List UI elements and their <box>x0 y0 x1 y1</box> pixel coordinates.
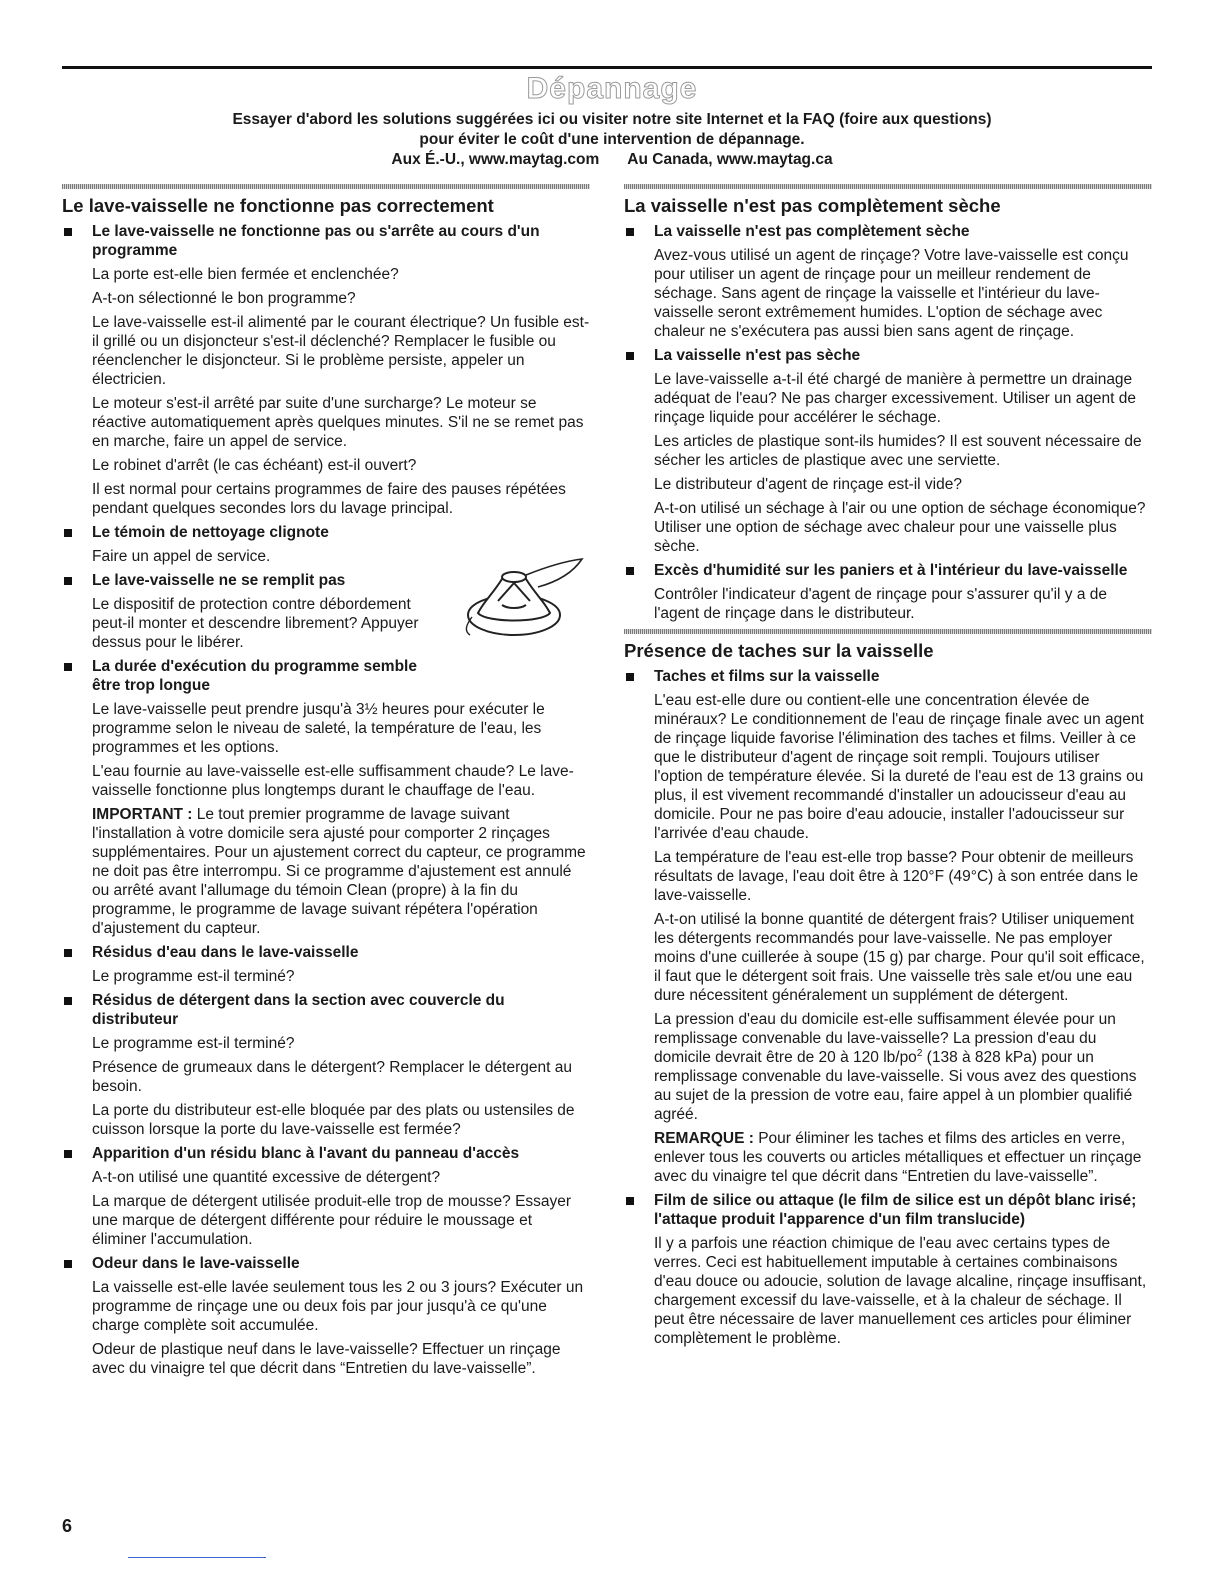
item-title: Le témoin de nettoyage clignote <box>92 524 329 541</box>
item-text: Il est normal pour certains programmes de faire des pauses répétées pendant quelques secondes lors du lavage principal. <box>92 481 566 517</box>
section-rule <box>62 184 590 189</box>
item-not-dry <box>624 346 1152 556</box>
item-not-operating <box>62 222 590 518</box>
top-rule <box>62 66 1152 69</box>
pressure-text-a: La pression d'eau du domicile est-elle suffisamment élevée pour un remplissage convenable du lave-vaisselle? La pression d'eau du domicile devrait être de 20 à 120 lb/po <box>654 1011 1116 1066</box>
item-text: Odeur de plastique neuf dans le lave-vaisselle? Effectuer un rinçage avec du vinaigre tel que décrit dans “Entretien du lave-vaisselle”. <box>92 1341 561 1377</box>
pressure-superscript: 2 <box>916 1047 923 1059</box>
item-text: Le programme est-il terminé? <box>92 968 295 985</box>
item-text: La marque de détergent utilisée produit-elle trop de mousse? Essayer une marque de détergent différente pour réduire le moussage et éliminer l'accumulation. <box>92 1193 572 1248</box>
important-note <box>92 805 590 938</box>
item-text: Le lave-vaisselle est-il alimenté par le courant électrique? Un fusible est-il grillé ou un disjoncteur s'est-il déclenché? Remplacer le fusible ou réenclencher le disjoncteur. Si le problème persiste, appeler un électricien. <box>92 314 590 388</box>
overfill-protector-float-icon <box>456 557 592 643</box>
item-does-not-fill <box>62 571 590 652</box>
item-title: La vaisselle n'est pas sèche <box>654 347 861 364</box>
intro-links <box>0 150 1224 170</box>
item-text: Avez-vous utilisé un agent de rinçage? Votre lave-vaisselle est conçu pour utiliser un agent de rinçage pour un meilleur rendement de séchage. Sans agent de rinçage la vaisselle et l'intérieur du lave-vaisselle seront extrêmement humides. L'option de séchage avec chaleur ne s'exécutera pas aussi bien sans agent de rinçage. <box>654 247 1129 340</box>
important-label: IMPORTANT : <box>92 806 193 823</box>
square-bullet-icon <box>64 577 72 585</box>
remarque-label: REMARQUE : <box>654 1130 754 1147</box>
section-heading-not-working: Le lave-vaisselle ne fonctionne pas correctement <box>62 195 494 216</box>
item-odor <box>62 1254 590 1378</box>
item-title: Taches et films sur la vaisselle <box>654 668 880 685</box>
pressure-text-b: (138 à 828 kPa) pour un remplissage convenable du lave-vaisselle. Si vous avez des questions au sujet de la pression de votre eau, faire appel à un plombier qualifié agréé. <box>654 1049 1137 1123</box>
square-bullet-icon <box>64 1260 72 1268</box>
item-text: Le dispositif de protection contre débordement peut-il monter et descendre librement? Appuyer dessus pour le libérer. <box>92 596 419 651</box>
square-bullet-icon <box>64 663 72 671</box>
section-heading-not-dry: La vaisselle n'est pas complètement sèche <box>624 195 1001 216</box>
item-text: A-t-on utilisé une quantité excessive de détergent? <box>92 1169 441 1186</box>
item-white-residue <box>62 1144 590 1249</box>
square-bullet-icon <box>64 1150 72 1158</box>
intro <box>0 110 1224 170</box>
item-text: Le lave-vaisselle a-t-il été chargé de manière à permettre un drainage adéquat de l'eau? Ne pas charger excessivement. Utiliser un agent de rinçage liquide pour accélérer le séchage. <box>654 371 1137 426</box>
important-text: Le tout premier programme de lavage suivant l'installation à votre domicile sera ajusté pour comporter 2 rinçages supplémentaires. Pour un ajustement correct du capteur, ce programme ne doit pas être interrompu. Si ce programme d'ajustement est annulé ou arrêté avant l'allumage du témoin Clean (propre) à la fin du programme, le programme de lavage suivant répétera l'opération d'ajustement du capteur. <box>92 806 586 937</box>
item-text: La porte est-elle bien fermée et enclenchée? <box>92 266 399 283</box>
remarque-text: Pour éliminer les taches et films des articles en verre, enlever tous les couverts ou articles métalliques et effectuer un rinçage avec du vinaigre tel que décrit dans “Entretien du lave-vaisselle”. <box>654 1130 1142 1185</box>
item-silica-film-etching <box>624 1191 1152 1348</box>
item-text: Le lave-vaisselle peut prendre jusqu'à 3½ heures pour exécuter le programme selon le niveau de saleté, la température de l'eau, les programmes et les options. <box>92 701 545 756</box>
item-text: Il y a parfois une réaction chimique de l'eau avec certains types de verres. Ceci est habituellement imputable à certaines combinaisons d'eau douce ou adoucie, solution de lavage alcaline, rinçage insuffisant, chargement excessif du lave-vaisselle, et à la chaleur de séchage. Il peut être nécessaire de laver manuellement ces articles pour éliminer complètement le problème. <box>654 1235 1147 1347</box>
item-text: La porte du distributeur est-elle bloquée par des plats ou ustensiles de cuisson lorsque la porte du lave-vaisselle est fermée? <box>92 1102 575 1138</box>
item-text: Contrôler l'indicateur d'agent de rinçage pour s'assurer qu'il y a de l'agent de rinçage dans le distributeur. <box>654 586 1107 622</box>
item-title: Film de silice ou attaque (le film de silice est un dépôt blanc irisé; l'attaque produit l'apparence d'un film translucide) <box>654 1192 1137 1228</box>
item-text: La vaisselle est-elle lavée seulement tous les 2 ou 3 jours? Exécuter un programme de rinçage une ou deux fois par jour jusqu'à ce qu'une charge complète soit accumulée. <box>92 1279 584 1334</box>
square-bullet-icon <box>64 228 72 236</box>
item-detergent-residue <box>62 991 590 1139</box>
item-text: Le distributeur d'agent de rinçage est-il vide? <box>654 476 962 493</box>
item-text: Le moteur s'est-il arrêté par suite d'une surcharge? Le moteur se réactive automatiquement après quelques minutes. S'il ne se remet pas en marche, faire un appel de service. <box>92 395 584 450</box>
us-website-link[interactable]: Aux É.-U., www.maytag.com <box>391 151 600 168</box>
page-title: Dépannage <box>526 72 698 105</box>
item-text: La température de l'eau est-elle trop basse? Pour obtenir de meilleurs résultats de lavage, l'eau doit être à 120°F (49°C) à son entrée dans le lave-vaisselle. <box>654 849 1139 904</box>
canada-website-link[interactable]: Au Canada, www.maytag.ca <box>627 151 833 168</box>
item-title: Excès d'humidité sur les paniers et à l'intérieur du lave-vaisselle <box>654 562 1128 579</box>
section-rule <box>624 184 1152 189</box>
section-heading-spots: Présence de taches sur la vaisselle <box>624 640 934 661</box>
square-bullet-icon <box>626 1197 634 1205</box>
item-title: Le lave-vaisselle ne se remplit pas <box>92 572 346 589</box>
item-text: A-t-on sélectionné le bon programme? <box>92 290 356 307</box>
square-bullet-icon <box>64 997 72 1005</box>
item-title: Résidus de détergent dans la section avec couvercle du distributeur <box>92 992 505 1028</box>
item-text: Le robinet d'arrêt (le cas échéant) est-il ouvert? <box>92 457 417 474</box>
right-column <box>624 184 1152 1353</box>
item-water-residue <box>62 943 590 986</box>
item-title: La vaisselle n'est pas complètement sèche <box>654 223 970 240</box>
item-text: A-t-on utilisé la bonne quantité de détergent frais? Utiliser uniquement les détergents recommandés pour lave-vaisselle. Ne pas employer moins d'une cuillerée à soupe (15 g) par charge. Pour qu'il soit efficace, il faut que le détergent soit frais. Une vaisselle très sale et/ou une eau dure nécessitent généralement un supplément de détergent. <box>654 911 1145 1004</box>
intro-line-1: Essayer d'abord les solutions suggérées ici ou visiter notre site Internet et la FAQ (foire aux questions) <box>232 111 992 128</box>
remarque-note <box>654 1129 1152 1186</box>
item-excess-moisture <box>624 561 1152 623</box>
item-not-completely-dry <box>624 222 1152 341</box>
item-text: Le programme est-il terminé? <box>92 1035 295 1052</box>
item-title: Résidus d'eau dans le lave-vaisselle <box>92 944 359 961</box>
item-text: A-t-on utilisé un séchage à l'air ou une option de séchage économique? Utiliser une option de séchage avec chaleur pour une vaisselle plus sèche. <box>654 500 1146 555</box>
item-cycle-too-long <box>62 657 590 938</box>
page-number: 6 <box>62 1516 73 1536</box>
item-title: Apparition d'un résidu blanc à l'avant du panneau d'accès <box>92 1145 520 1162</box>
square-bullet-icon <box>626 673 634 681</box>
item-text: L'eau fournie au lave-vaisselle est-elle suffisamment chaude? Le lave-vaisselle fonctionne plus longtemps durant le chauffage de l'eau. <box>92 763 574 799</box>
intro-line-2: pour éviter le coût d'une intervention de dépannage. <box>419 131 805 148</box>
square-bullet-icon <box>64 949 72 957</box>
item-spots-films <box>624 667 1152 1186</box>
item-text: Les articles de plastique sont-ils humides? Il est souvent nécessaire de sécher les articles de plastique avec une serviette. <box>654 433 1142 469</box>
water-pressure-text <box>654 1010 1152 1124</box>
square-bullet-icon <box>626 352 634 360</box>
square-bullet-icon <box>626 567 634 575</box>
square-bullet-icon <box>626 228 634 236</box>
item-text: L'eau est-elle dure ou contient-elle une concentration élevée de minéraux? Le conditionnement de l'eau de rinçage finale avec un agent de rinçage liquide favorise l'élimination des taches et films. Veiller à ce que le distributeur d'agent de rinçage soit rempli. Toujours utiliser l'option de température élevée. Si la dureté de l'eau est de 13 grains ou plus, il est vivement recommandé d'installer un adoucisseur d'eau au domicile. Pour ne pas boire d'eau adoucie, installer l'adoucisseur sur l'arrivée d'eau chaude. <box>654 692 1144 842</box>
item-text: Présence de grumeaux dans le détergent? Remplacer le détergent au besoin. <box>92 1059 572 1095</box>
footer-link-underline <box>128 1557 266 1558</box>
left-column <box>62 184 590 1383</box>
item-text: Faire un appel de service. <box>92 548 271 565</box>
square-bullet-icon <box>64 529 72 537</box>
item-title: Odeur dans le lave-vaisselle <box>92 1255 300 1272</box>
item-title: La durée d'exécution du programme semble être trop longue <box>92 658 417 694</box>
section-rule <box>624 629 1152 634</box>
item-title: Le lave-vaisselle ne fonctionne pas ou s'arrête au cours d'un programme <box>92 223 540 259</box>
